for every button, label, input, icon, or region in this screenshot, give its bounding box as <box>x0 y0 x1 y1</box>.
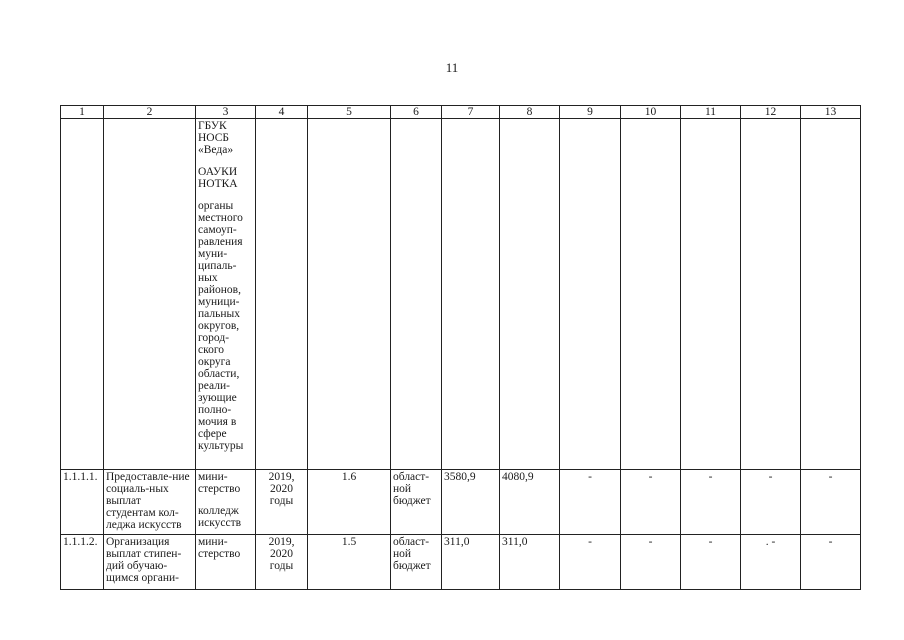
cell-name <box>104 119 196 470</box>
table-row <box>61 470 861 535</box>
cell-value: - <box>801 535 861 590</box>
executor-text: мини-стерство <box>198 536 241 560</box>
cell-years: 2019, 2020 годы <box>256 535 308 590</box>
cell-name: Организация выплат стипен-дий обучаю-щимся органи- <box>104 535 196 590</box>
cell-years: 2019, 2020 годы <box>256 470 308 535</box>
cell-number: 1.1.1.1. <box>61 470 104 535</box>
column-header: 8 <box>500 106 560 119</box>
executor-text: органы местного самоуп-равления муни-ципаль-ных районов, муници-пальных округов, город-ского округа области, реали-зующие полно-мочия в сфере культуры <box>198 200 244 452</box>
column-header: 2 <box>104 106 196 119</box>
cell-value: 3580,9 <box>442 470 500 535</box>
page-number: 11 <box>445 60 459 75</box>
column-header: 3 <box>196 106 256 119</box>
table-row <box>61 119 861 470</box>
column-header: 13 <box>801 106 861 119</box>
table-row <box>61 535 861 590</box>
cell-empty <box>442 119 500 470</box>
cell-value: - <box>560 470 621 535</box>
cell-value: 311,0 <box>500 535 560 590</box>
cell-executor <box>196 535 256 590</box>
column-header: 4 <box>256 106 308 119</box>
cell-value: - <box>801 470 861 535</box>
cell-empty <box>256 119 308 470</box>
column-header: 7 <box>442 106 500 119</box>
budget-table <box>60 105 861 590</box>
cell-empty <box>801 119 861 470</box>
column-header: 1 <box>61 106 104 119</box>
cell-empty <box>560 119 621 470</box>
cell-executor <box>196 119 256 470</box>
cell-name: Предоставле-ние социаль-ных выплат студентам кол-леджа искусств <box>104 470 196 535</box>
cell-value: - <box>560 535 621 590</box>
executor-text: колледж искусств <box>198 505 242 529</box>
executor-text: ОАУКИ НОТКА <box>198 166 238 190</box>
cell-empty <box>681 119 741 470</box>
cell-value: 311,0 <box>442 535 500 590</box>
cell-value: - <box>621 535 681 590</box>
cell-value: - <box>741 470 801 535</box>
cell-source: област-ной бюджет <box>391 470 442 535</box>
column-header: 11 <box>681 106 741 119</box>
column-header: 6 <box>391 106 442 119</box>
cell-value: - <box>681 470 741 535</box>
cell-source: област-ной бюджет <box>391 535 442 590</box>
cell-value: 4080,9 <box>500 470 560 535</box>
cell-empty <box>500 119 560 470</box>
header-row <box>61 106 861 119</box>
cell-empty <box>391 119 442 470</box>
cell-empty <box>621 119 681 470</box>
cell-empty <box>308 119 391 470</box>
executor-text: мини-стерство <box>198 471 241 495</box>
cell-indicator: 1.6 <box>308 470 391 535</box>
cell-executor <box>196 470 256 535</box>
cell-indicator: 1.5 <box>308 535 391 590</box>
executor-text: ГБУК НОСБ «Веда» <box>198 120 234 156</box>
cell-value: - <box>621 470 681 535</box>
column-header: 12 <box>741 106 801 119</box>
column-header: 5 <box>308 106 391 119</box>
column-header: 9 <box>560 106 621 119</box>
cell-number <box>61 119 104 470</box>
cell-value: - <box>681 535 741 590</box>
cell-value: . - <box>741 535 801 590</box>
column-header: 10 <box>621 106 681 119</box>
cell-empty <box>741 119 801 470</box>
cell-number: 1.1.1.2. <box>61 535 104 590</box>
